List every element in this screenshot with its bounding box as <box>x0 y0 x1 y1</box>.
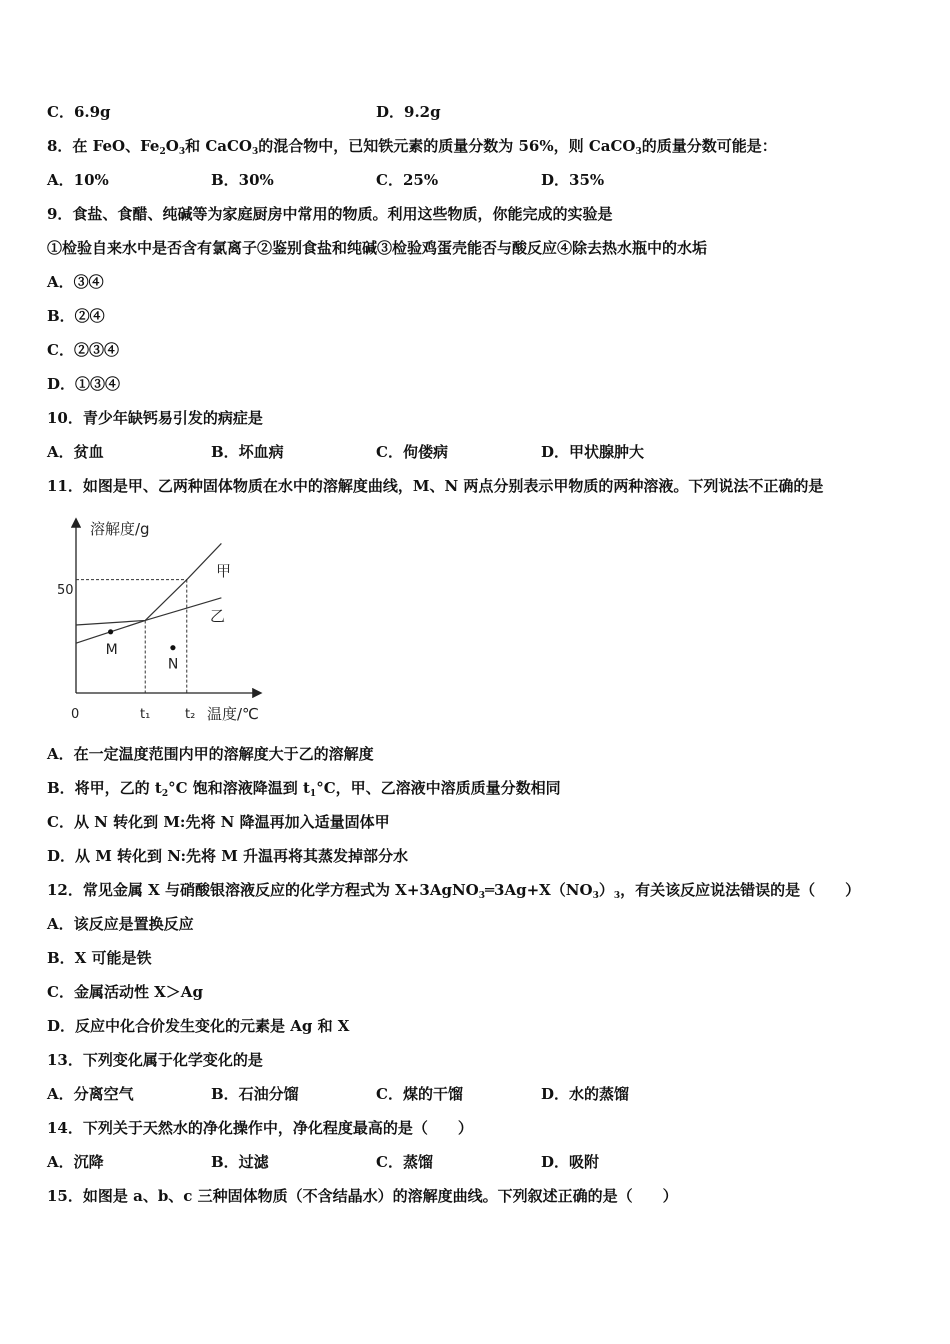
q12-option-d: D．反应中化合价发生变化的元素是 Ag 和 X <box>47 1017 350 1035</box>
legend-jia: 甲 <box>216 562 232 580</box>
q9-items: ①检验自来水中是否含有氯离子②鉴别食盐和纯碱③检验鸡蛋壳能否与酸反应④除去热水瓶中的水垢 <box>47 239 708 257</box>
origin-label: 0 <box>71 707 80 722</box>
q12-option-a: A．该反应是置换反应 <box>47 915 194 933</box>
q9-option-d: D．①③④ <box>47 375 121 393</box>
q14-stem: 14．下列关于天然水的净化操作中，净化程度最高的是（ ） <box>47 1119 473 1137</box>
q11-stem: 11．如图是甲、乙两种固体物质在水中的溶解度曲线，M、N 两点分别表示甲物质的两种溶液。下列说法不正确的是 <box>47 477 824 495</box>
point-m <box>108 629 113 634</box>
q14-option-a: A．沉降 <box>47 1153 104 1171</box>
curve-jia <box>76 543 221 643</box>
q8-stem: 8．在 FeO、$Fe_2O_3$和 CaCO$_3$的混合物中，已知铁元素的质量分数为 56%，则 CaCO$_3$的质量分数可能是： <box>47 137 777 157</box>
point-n <box>170 645 175 650</box>
y-tick-50: 50 <box>57 583 74 598</box>
q8-option-c: C．25% <box>376 171 439 189</box>
q13-option-d: D．水的蒸馏 <box>541 1085 630 1103</box>
q11-option-c: C．从 N 转化到 M:先将 N 降温再加入适量固体甲 <box>47 813 390 831</box>
q11-option-a: A．在一定温度范围内甲的溶解度大于乙的溶解度 <box>47 745 374 763</box>
q12-option-c: C．金属活动性 X＞Ag <box>47 983 203 1001</box>
q9-option-b: B．②④ <box>47 307 105 325</box>
q8-option-a: A．10% <box>47 171 109 189</box>
q10-option-d: D．甲状腺肿大 <box>541 443 645 461</box>
q14-option-b: B．过滤 <box>211 1153 269 1171</box>
x-tick-t2: t₂ <box>185 707 196 722</box>
legend-yi: 乙 <box>210 607 226 625</box>
q11-option-b: B．将甲，乙的 $t_2^\circ C$ 饱和溶液降温到 $t_1^\circ C$，甲、乙溶液中溶质质量分数相同 <box>47 779 561 799</box>
q8-option-b: B．30% <box>211 171 274 189</box>
x-axis-label: 温度/℃ <box>207 705 259 723</box>
q15-stem: 15．如图是 a、b、c 三种固体物质（不含结晶水）的溶解度曲线。下列叙述正确的是（ ） <box>47 1187 678 1205</box>
q14-option-c: C．蒸馏 <box>376 1153 433 1171</box>
point-m-label: M <box>105 641 118 658</box>
curve-yi <box>76 598 221 625</box>
q9-option-c: C．②③④ <box>47 341 119 359</box>
q10-option-c: C．佝偻病 <box>376 443 448 461</box>
q13-option-c: C．煤的干馏 <box>376 1085 463 1103</box>
q8-option-d: D．35% <box>541 171 605 189</box>
q9-option-a: A．③④ <box>47 273 104 291</box>
q10-option-a: A．贫血 <box>47 443 104 461</box>
q12-stem: 12．常见金属 X 与硝酸银溶液反应的化学方程式为 $X+3AgNO_3═3Ag+X(NO_3)_3$，有关该反应说法错误的是（ ） <box>47 881 861 901</box>
q10-option-b: B．坏血病 <box>211 443 284 461</box>
q13-stem: 13．下列变化属于化学变化的是 <box>47 1051 263 1069</box>
q10-stem: 10．青少年缺钙易引发的病症是 <box>47 409 263 427</box>
q13-option-a: A．分离空气 <box>47 1085 134 1103</box>
q7-option-d: D．9.2g <box>376 103 441 121</box>
q7-option-c: C．6.9g <box>47 103 111 121</box>
x-tick-t1: t₁ <box>140 707 151 722</box>
q11-option-d: D．从 M 转化到 N:先将 M 升温再将其蒸发掉部分水 <box>47 847 409 865</box>
q12-option-b: B．X 可能是铁 <box>47 949 152 967</box>
y-axis-label: 溶解度/g <box>90 520 150 538</box>
q13-option-b: B．石油分馏 <box>211 1085 299 1103</box>
solubility-chart <box>40 512 280 727</box>
q9-stem: 9．食盐、食醋、纯碱等为家庭厨房中常用的物质。利用这些物质，你能完成的实验是 <box>47 205 613 223</box>
q14-option-d: D．吸附 <box>541 1153 600 1171</box>
point-n-label: N <box>167 656 179 673</box>
